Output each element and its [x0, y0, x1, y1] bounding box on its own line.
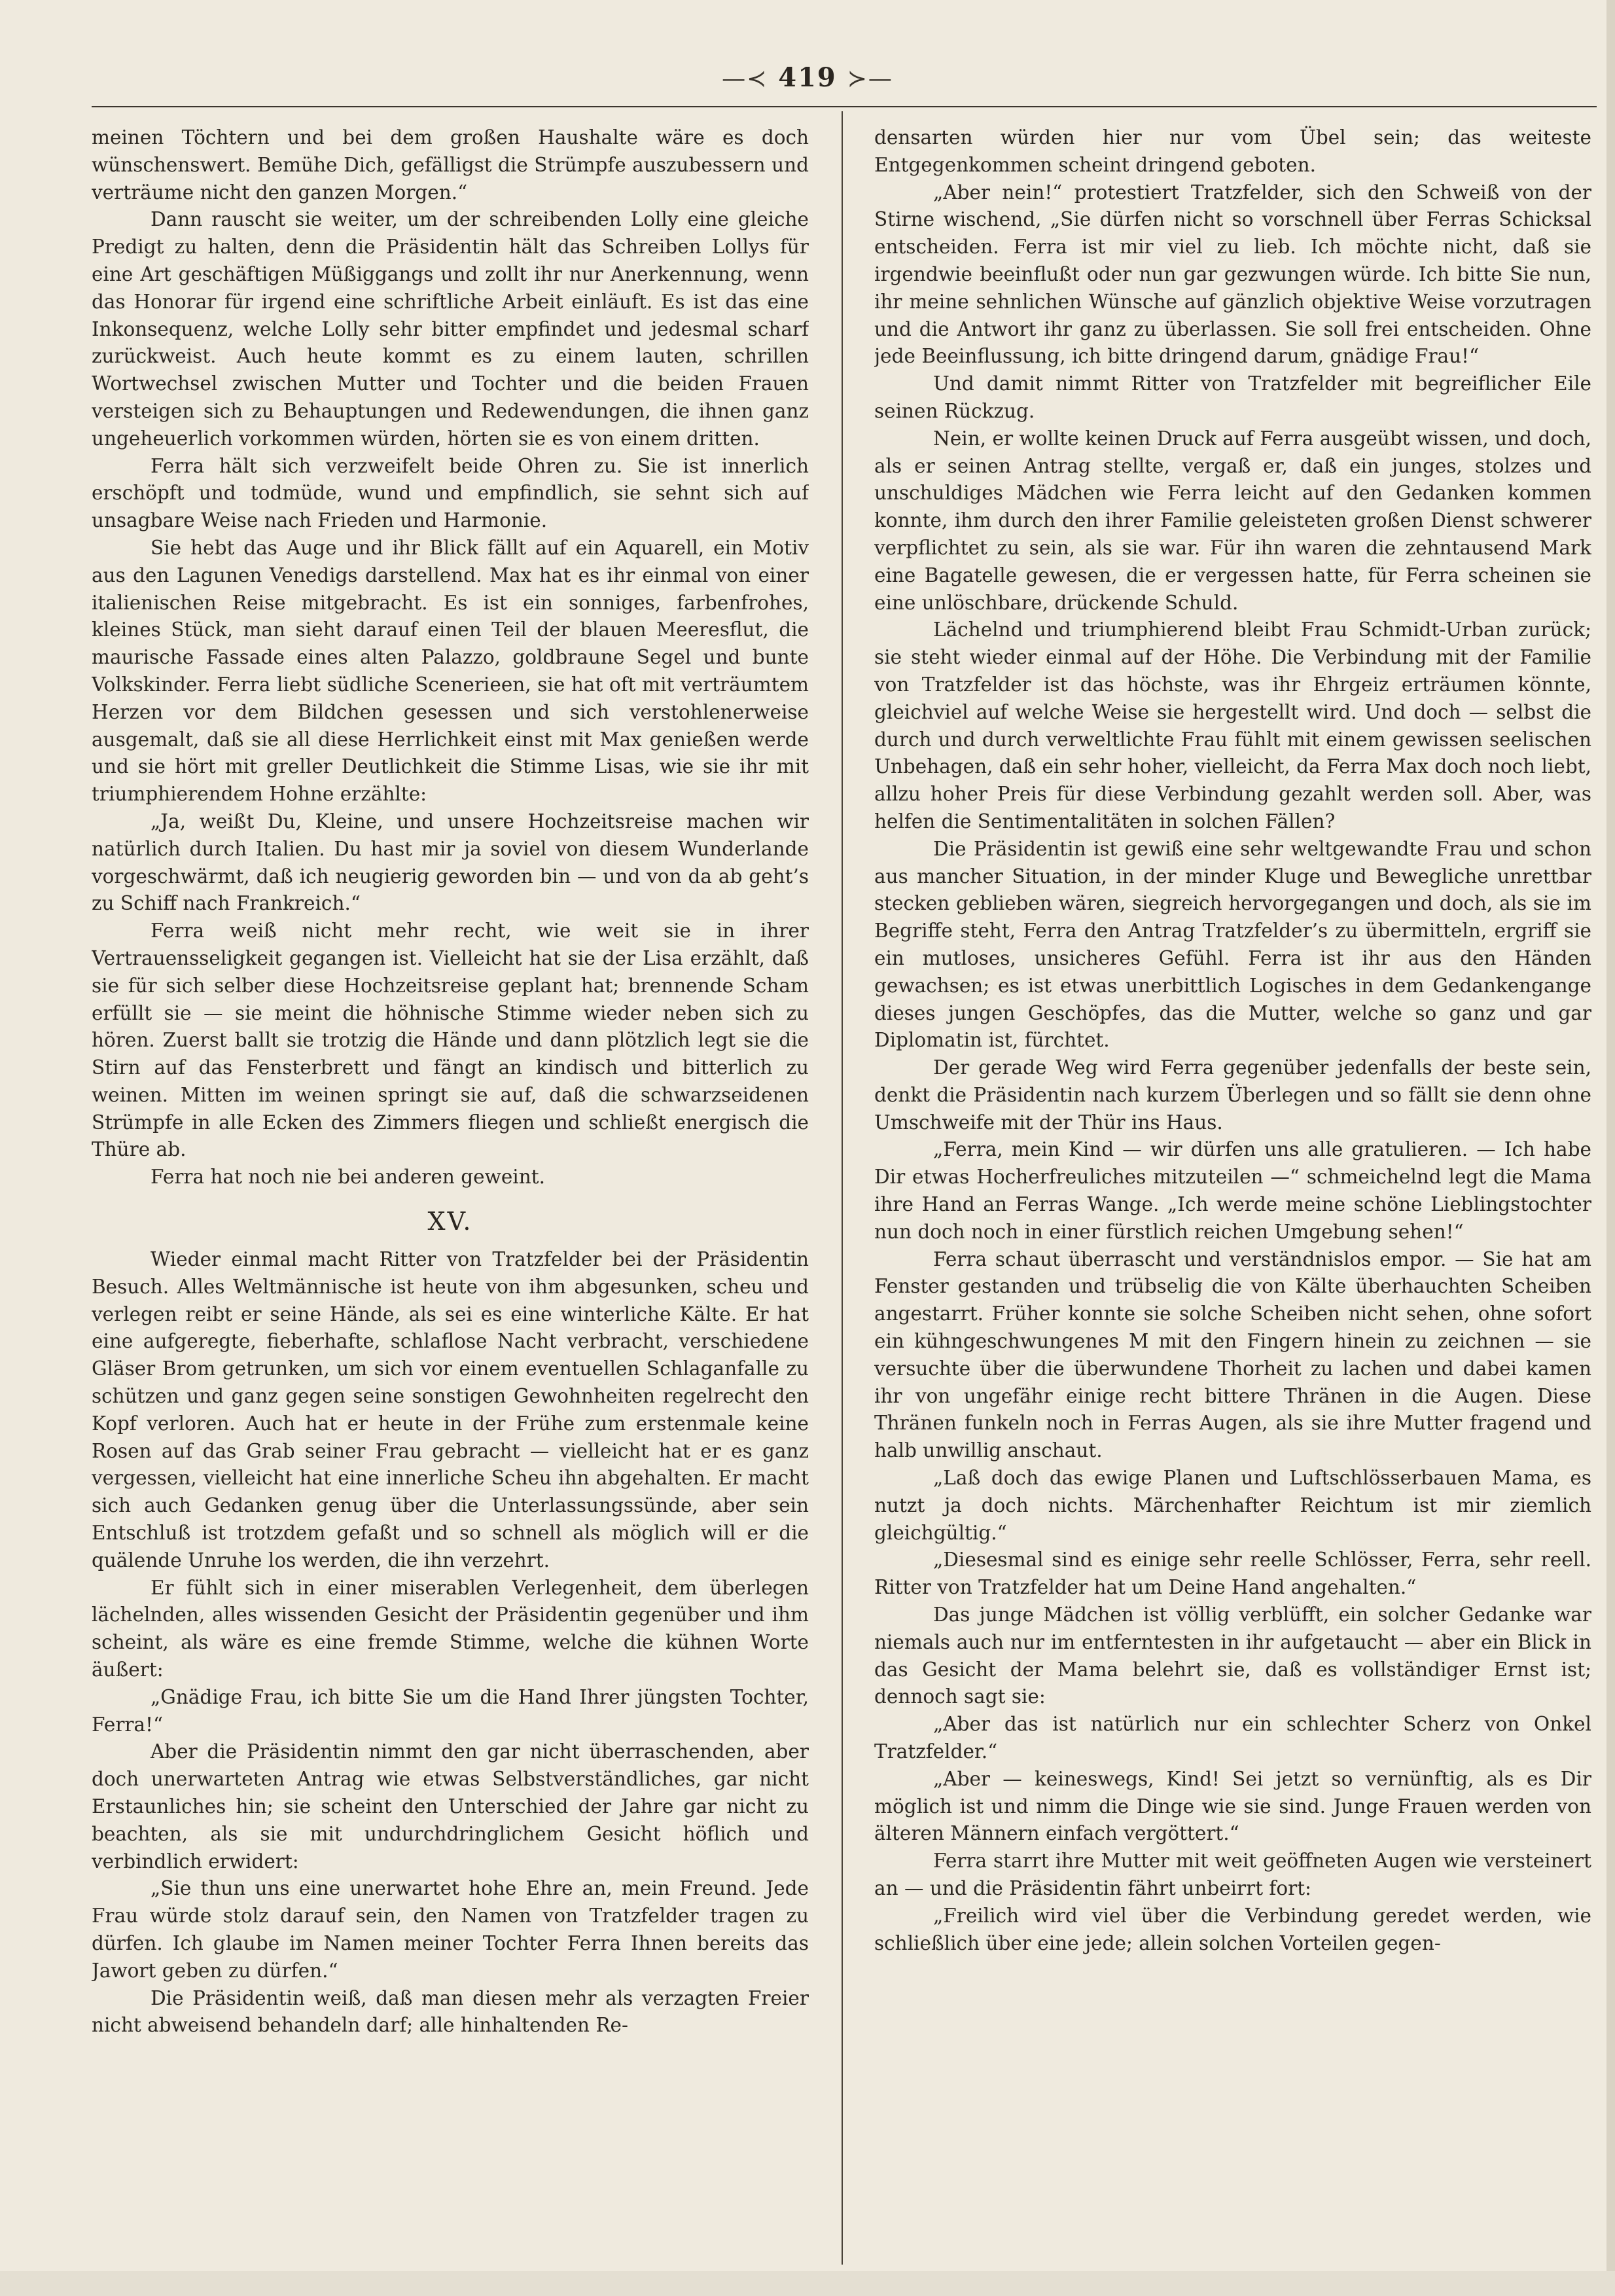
paragraph: Dann rauscht sie weiter, um der schreibenden Lolly eine gleiche Predigt zu halten, denn die Präsidentin hält das Schreiben Lollys für eine Art geschäftigen Müßiggangs und zollt ihr nur Anerkennung, wenn das Honorar für irgend eine schriftliche Arbeit einläuft. Es ist das eine Inkonsequenz, welche Lolly sehr bitter empfindet und jedesmal scharf zurückweist. Auch heute kommt es zu einem lauten, schrillen Wortwechsel zwischen Mutter und Tochter und die beiden Frauen versteigen sich zu Behauptungen und Redewendungen, die ihnen ganz ungeheuerlich vorkommen würden, hörten sie es von einem dritten. — [92, 208, 809, 450]
paragraph: „Laß doch das ewige Planen und Luftschlösserbauen Mama, es nutzt ja doch nichts. Märchenhafter Reichtum ist mir ziemlich gleichgültig.“ — [874, 1467, 1591, 1544]
right-column-text — [874, 124, 1591, 1957]
right-column — [874, 124, 1591, 2259]
page-header — [0, 62, 1615, 93]
paragraph: „Diesesmal sind es einige sehr reelle Schlösser, Ferra, sehr reell. Ritter von Tratzfelder hat um Deine Hand angehalten.“ — [874, 1549, 1591, 1599]
paragraph: Sie hebt das Auge und ihr Blick fällt auf ein Aquarell, ein Motiv aus den Lagunen Venedigs darstellend. Max hat es ihr einmal von einer italienischen Reise mitgebracht. Es ist ein sonniges, farbenfrohes, kleines Stück, man sieht darauf einen Teil der blauen Meeresflut, die maurische Fassade eines alten Palazzo, goldbraune Segel und bunte Volkskinder. Ferra liebt südliche Scenerieen, sie hat oft mit verträumtem Herzen vor dem Bildchen gesessen und sich verstohlenerweise ausgemalt, daß sie all diese Herrlichkeit einst mit Max genießen werde und sie hört mit greller Deutlichkeit die Stimme Lisas, wie sie ihr mit triumphierendem Hohne erzählte: — [92, 536, 809, 806]
header-rule — [92, 106, 1597, 107]
header-ornament-left: —≺ — [722, 65, 768, 92]
section-heading: XV. — [427, 1207, 473, 1236]
paragraph: densarten würden hier nur vom Übel sein; das weiteste Entgegenkommen scheint dringend geboten. — [874, 126, 1591, 176]
left-column — [92, 124, 809, 2259]
paragraph: Und damit nimmt Ritter von Tratzfelder mit begreiflicher Eile seinen Rückzug. — [874, 372, 1591, 422]
paragraph: „Freilich wird viel über die Verbindung geredet werden, wie schließlich über eine jede; allein solchen Vorteilen gegen- — [874, 1904, 1591, 1954]
paragraph: Ferra starrt ihre Mutter mit weit geöffneten Augen wie versteinert an — und die Präsidentin fährt unbeirrt fort: — [874, 1850, 1591, 1899]
paragraph: Ferra schaut überrascht und verständnislos empor. — Sie hat am Fenster gestanden und trübselig die von Kälte überhauchten Scheiben angestarrt. Früher konnte sie solche Scheiben nicht sehen, ohne sofort ein kühngeschwungenes M mit den Fingern hinein zu zeichnen — sie versuchte über die überwundene Thorheit zu lachen und dabei kamen ihr von ungefähr einige recht bittere Thränen in die Augen. Diese Thränen funkeln noch in Ferras Augen, als sie ihre Mutter fragend und halb unwillig anschaut. — [874, 1247, 1591, 1462]
paragraph: meinen Töchtern und bei dem großen Haushalte wäre es doch wünschenswert. Bemühe Dich, gefälligst die Strümpfe auszubessern und verträume nicht den ganzen Morgen.“ — [92, 126, 809, 204]
paragraph: Die Präsidentin weiß, daß man diesen mehr als verzagten Freier nicht abweisend behandeln darf; alle hinhaltenden Re- — [92, 1986, 809, 2037]
paragraph: Aber die Präsidentin nimmt den gar nicht überraschenden, aber doch unerwarteten Antrag wie etwas Selbstverständliches, gar nicht Erstaunliches hin; sie scheint den Unterschied der Jahre gar nicht zu beachten, als sie mit undurchdringlichem Gesicht höflich und verbindlich erwidert: — [92, 1740, 809, 1873]
page-edge-shadow — [1606, 0, 1615, 2296]
paragraph: „Sie thun uns eine unerwartet hohe Ehre an, mein Freund. Jede Frau würde stolz darauf sein, den Namen von Tratzfelder tragen zu dürfen. Ich glaube im Namen meiner Tochter Ferra Ihnen bereits das Jawort geben zu dürfen.“ — [92, 1877, 809, 1982]
paragraph: Ferra hält sich verzweifelt beide Ohren zu. Sie ist innerlich erschöpft und todmüde, wund und empfindlich, sie sehnt sich auf unsagbare Weise nach Frieden und Harmonie. — [92, 454, 809, 532]
paragraph: Der gerade Weg wird Ferra gegenüber jedenfalls der beste sein, denkt die Präsidentin nach kurzem Überlegen und so fällt sie denn ohne Umschweife mit der Thür ins Haus. — [874, 1056, 1591, 1134]
paragraph: „Ferra, mein Kind — wir dürfen uns alle gratulieren. — Ich habe Dir etwas Hocherfreuliches mitzuteilen —“ schmeichelnd legt die Mama ihre Hand an Ferras Wange. „Ich werde meine schöne Lieblingstochter nun doch noch in einer fürstlich reichen Umgebung sehen!“ — [874, 1138, 1591, 1243]
header-ornament-right: ≻— — [847, 65, 893, 92]
paragraph: „Aber — keineswegs, Kind! Sei jetzt so vernünftig, als es Dir möglich ist und nimm die Dinge wie sie sind. Junge Frauen werden von älteren Männern einfach vergöttert.“ — [874, 1767, 1591, 1845]
left-column-text-after — [92, 1246, 809, 2039]
paragraph: „Ja, weißt Du, Kleine, und unsere Hochzeitsreise machen wir natürlich durch Italien. Du hast mir ja soviel von diesem Wunderlande vorgeschwärmt, daß ich neugierig geworden bin — und von da ab geht’s zu Schiff nach Frankreich.“ — [92, 810, 809, 915]
paragraph: Lächelnd und triumphierend bleibt Frau Schmidt-Urban zurück; sie steht wieder einmal auf der Höhe. Die Verbindung mit der Familie von Tratzfelder ist das höchste, was ihr Ehrgeiz erträumen könnte, gleichviel auf welche Weise sie hergestellt wird. Und doch — selbst die durch und durch verweltlichte Frau fühlt mit einem gewissen seelischen Unbehagen, daß ein sehr hoher, vielleicht, da Ferra Max doch noch liebt, allzu hoher Preis für diese Verbindung gezahlt werden soll. Aber, was helfen die Sentimentalitäten in solchen Fällen? — [874, 619, 1591, 833]
column-divider — [842, 111, 843, 2265]
paragraph: Er fühlt sich in einer miserablen Verlegenheit, dem überlegen lächelnden, alles wissenden Gesicht der Präsidentin gegenüber und ihm scheint, als wäre es eine fremde Stimme, welche die kühnen Worte äußert: — [92, 1576, 809, 1681]
paragraph: Die Präsidentin ist gewiß eine sehr weltgewandte Frau und schon aus mancher Situation, in der minder Kluge und Bewegliche unrettbar stecken geblieben wären, siegreich hervorgegangen und doch, als sie im Begriffe steht, Ferra den Antrag Tratzfelder’s zu übermitteln, ergriff sie ein mutloses, unsicheres Gefühl. Ferra ist ihr aus den Händen gewachsen; es ist etwas unerbittlich Logisches in dem Gedankengange dieses jungen Geschöpfes, das die Mutter, welche so ganz und gar Diplomatin ist, fürchtet. — [874, 837, 1591, 1052]
paragraph: Wieder einmal macht Ritter von Tratzfelder bei der Präsidentin Besuch. Alles Weltmännische ist heute von ihm abgesunken, scheu und verlegen reibt er seine Hände, als sei es eine winterliche Kälte. Er hat eine aufgeregte, fieberhafte, schlaflose Nacht verbracht, verschiedene Gläser Brom getrunken, um sich vor einem eventuellen Schlaganfalle zu schützen und ganz gegen seine sonstigen Gewohnheiten regelrecht den Kopf verloren. Auch hat er heute in der Frühe zum erstenmale keine Rosen auf das Grab seiner Frau gebracht — vielleicht hat er es ganz vergessen, vielleicht hat eine innerliche Scheu ihn abgehalten. Er macht sich auch Gedanken genug über die Unterlassungssünde, aber sein Entschluß ist trotzdem gefaßt und so schnell als möglich will er die quälende Unruhe los werden, die ihn verzehrt. — [92, 1248, 809, 1571]
page-bottom-margin — [0, 2271, 1615, 2296]
paragraph: „Aber nein!“ protestiert Tratzfelder, sich den Schweiß von der Stirne wischend, „Sie dürfen nicht so vorschnell über Ferras Schicksal entscheiden. Ferra ist mir viel zu lieb. Ich möchte nicht, daß sie irgendwie beeinflußt oder nun gar gezwungen würde. Ich bitte Sie nun, ihr meine sehnlichen Wünsche auf gänzlich objektive Weise vorzutragen und die Antwort ihr ganz zu überlassen. Sie soll frei entscheiden. Ohne jede Beeinflussung, ich bitte dringend darum, gnädige Frau!“ — [874, 181, 1591, 368]
paragraph: Ferra hat noch nie bei anderen geweint. — [151, 1166, 545, 1189]
paragraph: Nein, er wollte keinen Druck auf Ferra ausgeübt wissen, und doch, als er seinen Antrag stellte, vergaß er, daß ein junges, stolzes und unschuldiges Mädchen wie Ferra leicht auf den Gedanken kommen konnte, ihm durch den ihrer Familie geleisteten großen Dienst schwerer verpflichtet zu sein, als sie war. Für ihn waren die zehntausend Mark eine Bagatelle gewesen, die er vergessen hatte, für Ferra scheinen sie eine unlöschbare, drückende Schuld. — [874, 427, 1591, 614]
paragraph: „Aber das ist natürlich nur ein schlechter Scherz von Onkel Tratzfelder.“ — [874, 1713, 1591, 1763]
page-number: 419 — [778, 62, 837, 93]
left-column-text-before — [92, 124, 809, 1191]
paragraph: „Gnädige Frau, ich bitte Sie um die Hand Ihrer jüngsten Tochter, Ferra!“ — [92, 1685, 809, 1736]
paragraph: Ferra weiß nicht mehr recht, wie weit sie in ihrer Vertrauensseligkeit gegangen ist. Vielleicht hat sie der Lisa erzählt, daß sie für sich selber diese Hochzeitsreise geplant hat; brennende Scham erfüllt sie — sie meint die höhnische Stimme wieder neben sich zu hören. Zuerst ballt sie trotzig die Hände und dann plötzlich legt sie die Stirn auf das Fensterbrett und fängt an kindisch und bitterlich zu weinen. Mitten im weinen springt sie auf, daß die schwarzseidenen Strümpfe in alle Ecken des Zimmers fliegen und schließt energisch die Thüre ab. — [92, 920, 809, 1161]
paragraph: Das junge Mädchen ist völlig verblüfft, ein solcher Gedanke war niemals auch nur im entferntesten in ihr aufgetaucht — aber ein Blick in das Gesicht der Mama belehrt sie, daß es vollständiger Ernst ist; dennoch sagt sie: — [874, 1604, 1591, 1708]
